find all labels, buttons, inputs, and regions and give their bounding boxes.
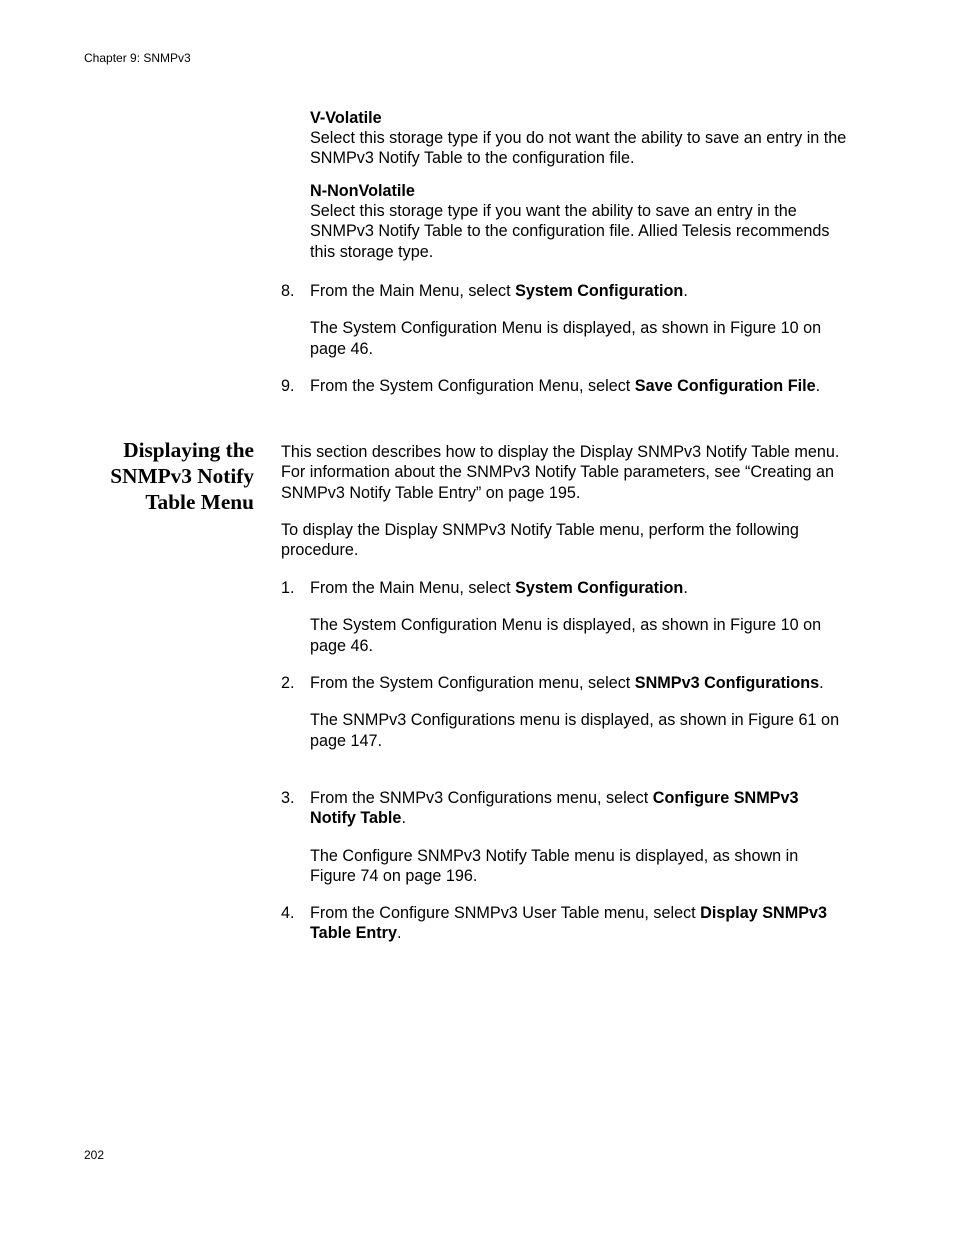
step-number: 8. [281, 282, 295, 300]
step-instruction: From the SNMPv3 Configurations menu, select Configure SNMPv3 Notify Table. [310, 789, 799, 828]
volatile-title: V-Volatile [310, 109, 382, 127]
nonvolatile-description: Select this storage type if you want the ability to save an entry in the SNMPv3 Notify Table to the configuration file. Allied Telesis recommends this storage type. [310, 201, 830, 261]
procedure-step [281, 376, 846, 396]
step-result: The System Configuration Menu is displayed, as shown in Figure 10 on page 46. [310, 616, 822, 655]
section-intro [281, 520, 846, 561]
step-number: 2. [281, 674, 295, 692]
step-number: 1. [281, 579, 295, 597]
procedure-step [281, 281, 846, 359]
procedure-step [281, 788, 846, 887]
step-instruction: From the Main Menu, select System Configuration. [310, 282, 688, 300]
step-instruction: From the Configure SNMPv3 User Table menu, select Display SNMPv3 Table Entry. [310, 904, 828, 943]
volatile-description: Select this storage type if you do not want the ability to save an entry in the SNMPv3 Notify Table to the configuration file. [310, 129, 847, 168]
step-number: 9. [281, 377, 295, 395]
running-header: Chapter 9: SNMPv3 [84, 51, 191, 65]
section-intro-paragraph: This section describes how to display the Display SNMPv3 Notify Table menu. For information about the SNMPv3 Notify Table parameters, see “Creating an SNMPv3 Notify Table Entry” on page 195. [281, 443, 840, 502]
procedure-step [281, 903, 846, 944]
step-result: The Configure SNMPv3 Notify Table menu is displayed, as shown in Figure 74 on page 196. [310, 846, 799, 886]
step-number: 3. [281, 789, 295, 807]
step-number: 4. [281, 904, 295, 922]
storage-type-definitions [310, 108, 850, 262]
step-result: The System Configuration Menu is displayed, as shown in Figure 10 on page 46. [310, 319, 822, 358]
nonvolatile-title: N-NonVolatile [310, 181, 415, 200]
section-heading: Displaying the SNMPv3 Notify Table Menu [110, 438, 254, 514]
procedure-step [281, 673, 846, 751]
step-result: The SNMPv3 Configurations menu is displayed, as shown in Figure 61 on page 147. [310, 711, 840, 750]
step-instruction: From the System Configuration Menu, select Save Configuration File. [310, 377, 821, 395]
section-intro-paragraph: To display the Display SNMPv3 Notify Table menu, perform the following procedure. [281, 521, 799, 560]
section-intro [281, 442, 846, 503]
procedure-step [281, 578, 846, 656]
page-number: 202 [84, 1148, 105, 1162]
step-instruction: From the System Configuration menu, select SNMPv3 Configurations. [310, 674, 824, 692]
step-instruction: From the Main Menu, select System Configuration. [310, 579, 688, 597]
